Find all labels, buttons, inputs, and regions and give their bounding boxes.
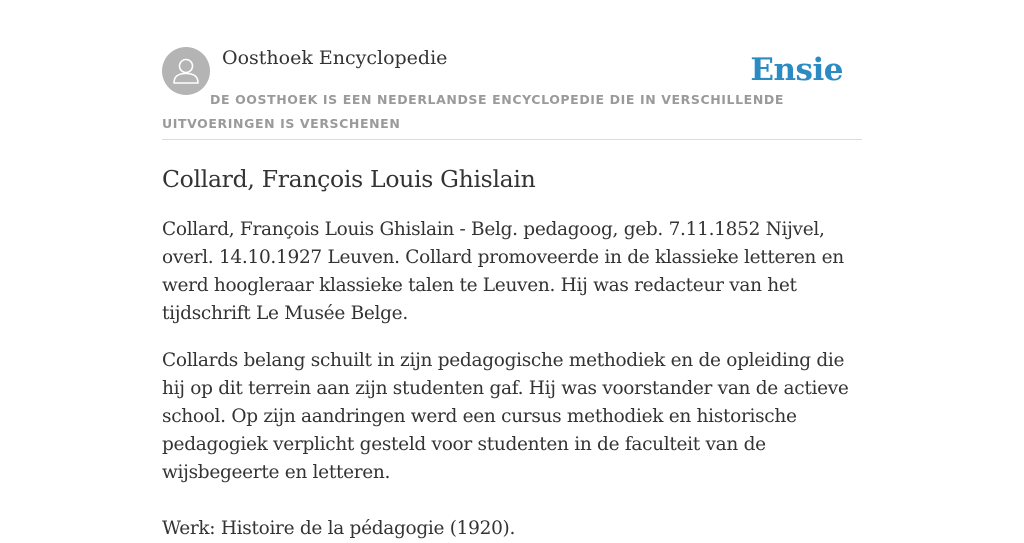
brand-logo[interactable]: Ensie: [750, 52, 843, 88]
site-header: [162, 46, 862, 140]
article-title: Collard, François Louis Ghislain: [162, 165, 536, 193]
article-paragraph: Collard, François Louis Ghislain - Belg. pedagoog, geb. 7.11.1852 Nijvel, overl. 14.10.1927 Leuven. Collard promoveerde in de klassieke letteren en werd hoogleraar klassieke talen te Leuven. Hij was redacteur van het tijdschrift Le Musée Belge.: [162, 219, 844, 324]
article-works: Werk: Histoire de la pédagogie (1920).: [162, 518, 516, 539]
article: [162, 162, 862, 543]
site-name[interactable]: Oosthoek Encyclopedie: [222, 47, 448, 69]
article-paragraph: Collards belang schuilt in zijn pedagogische methodiek en de opleiding die hij op dit terrein aan zijn studenten gaf. Hij was voorstander van de actieve school. Op zijn aandringen werd een cursus methodiek en historische pedagogiek verplicht gesteld voor studenten in de faculteit van de wijsbegeerte en letteren.: [162, 350, 849, 483]
site-tagline: DE OOSTHOEK IS EEN NEDERLANDSE ENCYCLOPEDIE DIE IN VERSCHILLENDE UITVOERINGEN IS VERSCHENEN: [162, 92, 784, 131]
